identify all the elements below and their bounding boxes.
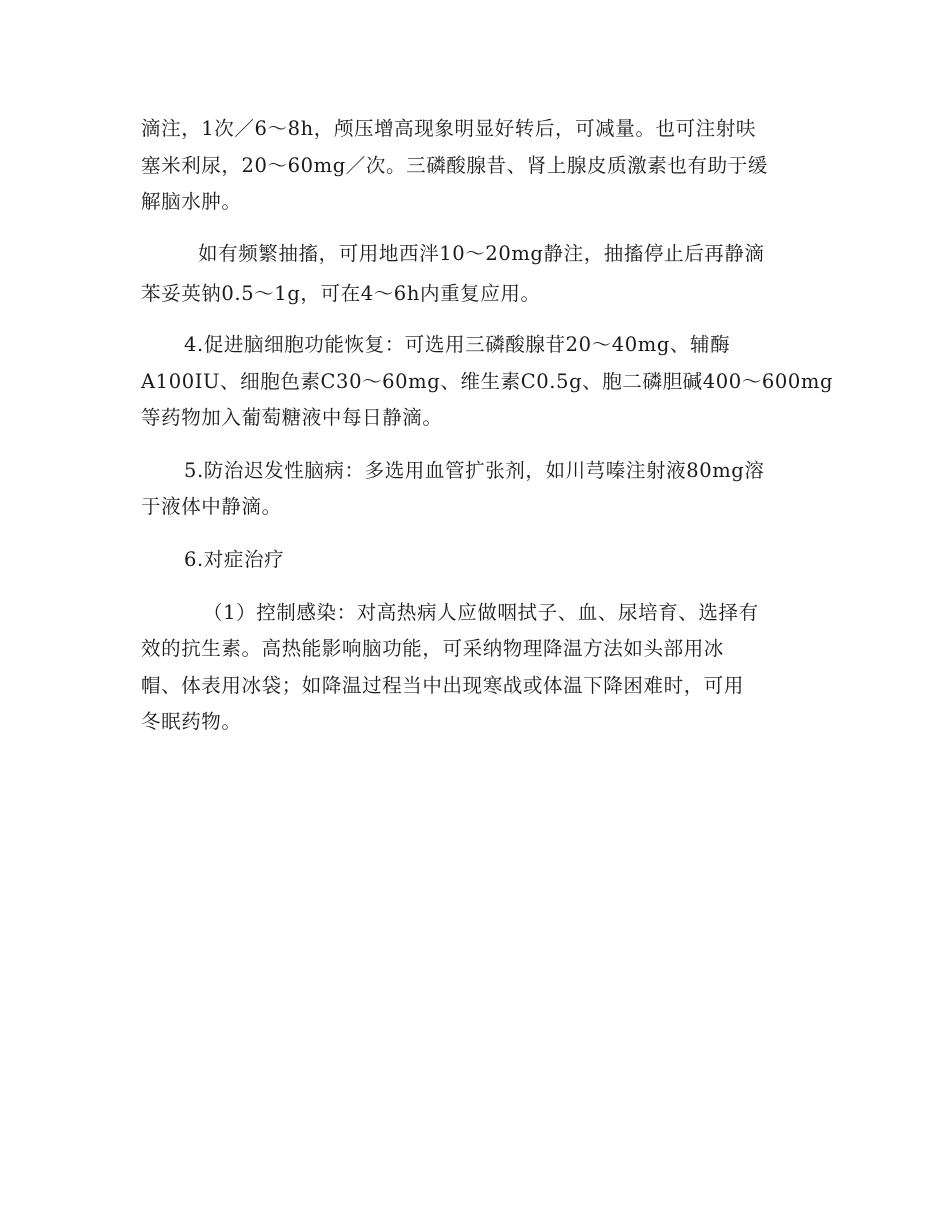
paragraph-4-line-2: 于液体中静滴。 xyxy=(141,495,282,518)
paragraph-6-line-4: 冬眠药物。 xyxy=(141,710,242,733)
paragraph-1-line-2: 塞米利尿，20～60mg／次。三磷酸腺昔、肾上腺皮质激素也有助于缓 xyxy=(141,154,768,177)
paragraph-2-line-2: 苯妥英钠0.5～1g，可在4～6h内重复应用。 xyxy=(141,282,541,305)
paragraph-3-line-1: 4.促进脑细胞功能恢复：可选用三磷酸腺苷20～40mg、辅酶 xyxy=(184,333,731,356)
paragraph-1-line-3: 解脑水肿。 xyxy=(141,190,242,213)
paragraph-1-line-1: 滴注，1次／6～8h，颅压增高现象明显好转后，可减量。也可注射呋 xyxy=(141,117,756,140)
paragraph-6-line-1: （1）控制感染：对高热病人应做咽拭子、血、尿培育、选择有 xyxy=(203,601,759,624)
paragraph-3-line-3: 等药物加入葡萄糖液中每日静滴。 xyxy=(141,406,443,429)
paragraph-5-line-1: 6.对症治疗 xyxy=(184,548,285,571)
paragraph-3-line-2: A100IU、细胞色素C30～60mg、维生素C0.5g、胞二磷胆碱400～600mg xyxy=(141,370,834,393)
paragraph-4-line-1: 5.防治迟发性脑病：多选用血管扩张剂，如川芎嗪注射液80mg溶 xyxy=(184,459,765,482)
paragraph-6-line-3: 帽、体表用冰袋；如降温过程当中出现寒战或体温下降困难时，可用 xyxy=(141,674,745,697)
paragraph-6-line-2: 效的抗生素。高热能影响脑功能，可采纳物理降温方法如头部用冰 xyxy=(141,637,724,660)
paragraph-2-line-1: 如有频繁抽搐，可用地西泮10～20mg静注，抽搐停止后再静滴 xyxy=(198,242,765,265)
